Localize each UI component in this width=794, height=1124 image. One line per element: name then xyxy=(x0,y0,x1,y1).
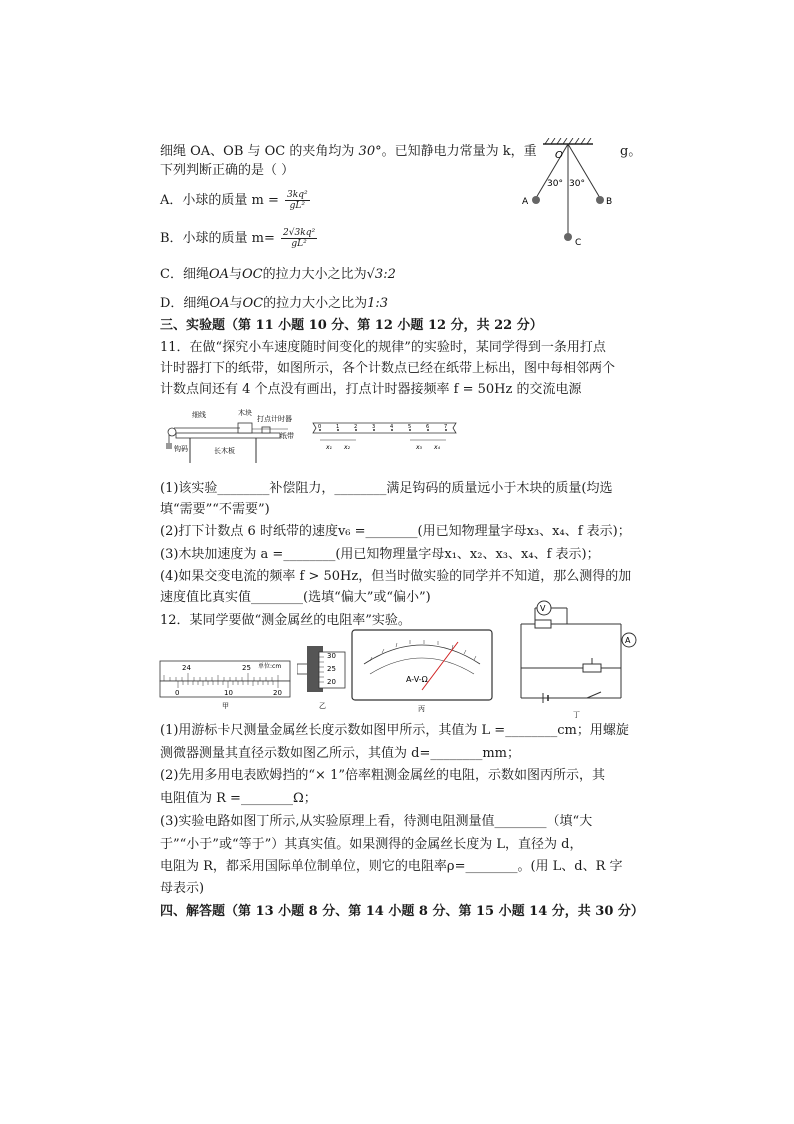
vernier-caliper-figure xyxy=(158,655,293,710)
q10-stem-text-a: 细绳 OA、OB 与 OC 的夹角均为 xyxy=(160,144,355,159)
micrometer-figure xyxy=(297,630,347,710)
label-weight: 钩码 xyxy=(174,445,188,453)
caliper-main-mark: 24 xyxy=(182,664,191,672)
ball-c xyxy=(564,233,572,241)
tape-segment-label: x₄ xyxy=(434,444,440,451)
q10-stem-angle: 30° xyxy=(358,144,382,159)
q10-option-c-text-e: 的拉力大小之比为 xyxy=(262,267,367,282)
label-tape: 纸带 xyxy=(280,432,294,440)
q12-line1: 12．某同学要做“测金属丝的电阻率”实验。 xyxy=(160,613,411,628)
ball-b xyxy=(596,196,604,204)
micrometer-mark: 25 xyxy=(327,665,336,673)
label-b: B xyxy=(606,197,613,207)
q10-stem-line2: 下列判断正确的是（ ） xyxy=(160,163,295,178)
q11-part1-line1: (1)该实验________补偿阻力，________满足钩码的质量远小于木块的质量(均选 xyxy=(160,481,613,496)
pendulum-figure xyxy=(515,138,625,253)
fraction-numerator: 2√3kq² xyxy=(283,228,316,238)
q10-option-a-fraction xyxy=(285,190,310,211)
q10-option-b xyxy=(160,228,317,249)
fraction-numerator: 3kq² xyxy=(287,190,308,200)
ball-a xyxy=(532,196,540,204)
q10-option-c-ratio: √3:2 xyxy=(366,267,396,282)
q11-part1-line2: 填“需要”“不需要”) xyxy=(160,502,270,517)
q12-part2-line1: (2)先用多用电表欧姆挡的“× 1”倍率粗测金属丝的电阻，示数如图丙所示，其 xyxy=(160,768,606,783)
tape-point-label: 5 xyxy=(408,424,412,430)
caliper-main-mark: 25 xyxy=(242,664,251,672)
q10-option-d-rope2: OC xyxy=(242,296,264,311)
caliper-unit: 单位:cm xyxy=(258,663,282,670)
fraction-denominator: gL² xyxy=(291,239,307,249)
tape-segment-label: x₂ xyxy=(344,444,350,451)
label-block: 木块 xyxy=(238,409,252,417)
q10-option-c-rope2: OC xyxy=(242,267,263,282)
resistor-icon xyxy=(535,620,551,628)
q10-option-b-text: B．小球的质量 m= xyxy=(160,231,275,246)
q10-option-a-text: A．小球的质量 m = xyxy=(160,193,279,208)
micrometer-mark: 30 xyxy=(327,652,336,660)
caliper-vernier-mark: 10 xyxy=(224,689,233,697)
q12-part3-line2: 于”“小于”或“等于”）其真实值。如果测得的金属丝长度为 L，直径为 d， xyxy=(160,837,583,852)
micrometer-mark: 20 xyxy=(327,678,336,686)
tape-point-label: 7 xyxy=(444,424,448,430)
caliper-vernier-mark: 0 xyxy=(175,689,180,697)
q12-part1-line2: 测微器测量其直径示数如图乙所示，其值为 d=________mm； xyxy=(160,746,521,761)
q10-option-c xyxy=(160,266,396,284)
multimeter-figure xyxy=(350,628,495,713)
q11-part4-line1: (4)如果交变电流的频率 f > 50Hz，但当时做实验的同学并不知道，那么测得的加 xyxy=(160,569,632,584)
tape-segment-label: x₁ xyxy=(326,444,332,451)
micrometer-caption: 乙 xyxy=(319,702,326,710)
q10-option-d-ratio: 1:3 xyxy=(367,296,389,311)
cart-apparatus-figure xyxy=(160,405,300,467)
q10-option-b-fraction xyxy=(281,228,317,249)
label-angle-left: 30° xyxy=(547,179,563,189)
q10-option-c-text-c: 与 xyxy=(229,267,243,282)
tape-point-label: 0 xyxy=(318,424,322,430)
label-angle-right: 30° xyxy=(569,179,585,189)
tape-point-label: 6 xyxy=(426,424,430,430)
label-string: 细线 xyxy=(192,411,206,419)
q10-stem-line1 xyxy=(160,143,537,161)
q10-option-d-text-e: 的拉力大小之比为 xyxy=(263,296,368,311)
voltmeter-label: V xyxy=(540,604,546,613)
caliper-caption: 甲 xyxy=(222,702,229,710)
q11-line1: 11．在做“探究小车速度随时间变化的规律”的实验时，某同学得到一条用打点 xyxy=(160,340,606,355)
q12-part2-line2: 电阻值为 R =________Ω； xyxy=(160,791,317,806)
ammeter-label: A xyxy=(625,636,631,645)
caliper-vernier-mark: 20 xyxy=(273,689,282,697)
q10-option-a xyxy=(160,190,310,211)
q10-stem-tail: g。 xyxy=(620,144,642,159)
tape-point-label: 1 xyxy=(336,424,340,430)
tape-point-label: 3 xyxy=(372,424,376,430)
q12-part3-line3: 电阻为 R，都采用国际单位制单位，则它的电阻率ρ=________。(用 L、d、R 字 xyxy=(160,859,623,874)
meter-label: A-V-Ω xyxy=(406,675,428,684)
label-c: C xyxy=(575,238,582,248)
label-board: 长木板 xyxy=(214,447,235,455)
section4-heading: 四、解答题（第 13 小题 8 分、第 14 小题 8 分、第 15 小题 14 分，共 30 分） xyxy=(160,904,644,919)
q10-option-c-text-a: C．细绳 xyxy=(160,267,209,282)
tape-point-label: 4 xyxy=(390,424,394,430)
q10-option-c-rope1: OA xyxy=(208,267,229,282)
section3-heading: 三、实验题（第 11 小题 10 分、第 12 小题 12 分，共 22 分） xyxy=(160,318,543,333)
q11-part3: (3)木块加速度为 a =________(用已知物理量字母x₁、x₂、x₃、x₄、f 表示)； xyxy=(160,547,600,562)
q10-option-d-text-c: 与 xyxy=(229,296,243,311)
q12-part3-line1: (3)实验电路如图丁所示,从实验原理上看，待测电阻测量值________（填“大 xyxy=(160,814,593,829)
q10-option-d xyxy=(160,295,388,313)
fraction-denominator: gL² xyxy=(289,201,305,211)
tape-point-label: 2 xyxy=(354,424,358,430)
meter-caption: 丙 xyxy=(418,705,425,713)
tape-segment-label: x₃ xyxy=(416,444,422,451)
rheostat-icon xyxy=(583,664,601,672)
q12-part1-line1: (1)用游标卡尺测量金属丝长度示数如图甲所示，其值为 L =________cm；用螺旋 xyxy=(160,723,629,738)
label-a: A xyxy=(522,197,529,207)
q10-stem-text-b: 。已知静电力常量为 k，重 xyxy=(381,144,537,159)
q11-line2: 计时器打下的纸带，如图所示，各个计数点已经在纸带上标出，图中每相邻两个 xyxy=(160,361,616,376)
label-o: O xyxy=(555,150,563,161)
circuit-figure xyxy=(517,598,637,720)
paper-tape-figure xyxy=(310,420,460,460)
q11-line3: 计数点间还有 4 个点没有画出，打点计时器接频率 f = 50Hz 的交流电源 xyxy=(160,382,582,397)
q10-option-d-rope1: OA xyxy=(209,296,230,311)
label-timer: 打点计时器 xyxy=(257,415,292,423)
q10-option-d-text-a: D．细绳 xyxy=(160,296,210,311)
q11-part2: (2)打下计数点 6 时纸带的速度v₆ =________(用已知物理量字母x₃、x₄、f 表示)； xyxy=(160,524,631,539)
circuit-caption: 丁 xyxy=(573,711,580,719)
q12-part3-line4: 母表示) xyxy=(160,881,205,896)
q11-part4-line2: 速度值比真实值________(选填“偏大”或“偏小”) xyxy=(160,590,431,605)
